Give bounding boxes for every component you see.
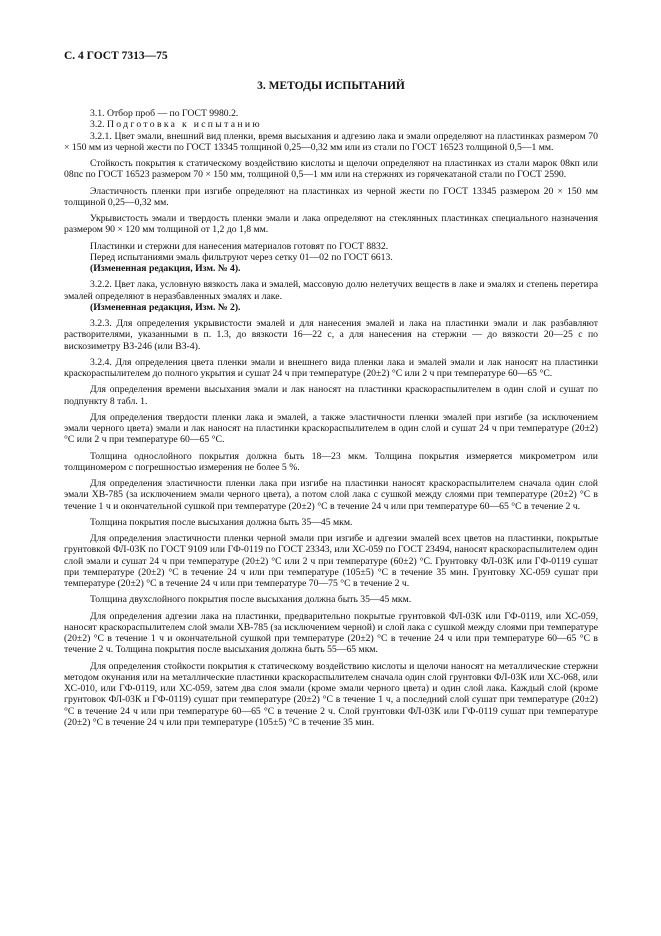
document-body — [64, 108, 598, 728]
paragraph: Для определения эластичности пленки лака при изгибе на пластинки наносят краскораспылителем сначала один слой эмали ХВ-785 (за исключением эмали черного цвета), а потом слой лака с сушкой между слоями при температуре (20±2) °С в течение 1 ч и окончательной сушкой при температуре (20±2) °С в течение 24 ч или при температуре 60—65 °С в течение 2 ч. — [64, 478, 598, 512]
paragraph-3-2-4: 3.2.4. Для определения цвета пленки эмали и внешнего вида пленки лака и эмалей эмали и лак наносят на пластинки краскораспылителем до полного укрытия и сушат 24 ч при температуре (20±2) °С или 2 ч при температуре 60—65 °С. — [64, 356, 598, 379]
paragraph: Укрывистость эмали и твердость пленки эмали и лака определяют на стеклянных пластинках специального назначения размером 90 × 120 мм толщиной от 1,2 до 1,8 мм. — [64, 213, 598, 236]
paragraph: Для определения стойкости покрытия к статическому воздействию кислоты и щелочи наносят на металлические стержни методом окунания или на металлические пластинки краскораспылителем сначала один слой грунтовки ФЛ-03К или ХС-068, или ХС-010, или ГФ-0119, или ХС-059, затем два слоя эмали (кроме эмали черного цвета) и один слой лака. Каждый слой (кроме грунтовок ФЛ-03К и ГФ-0119) сушат при температуре (20±2) °С в течение 1 ч, а последний слой сушат при температуре (20±2) °С в течение 24 ч или при температуре 60—65 °С в течение 2 ч. Слой грунтовки ФЛ-03К или ГФ-0119 сушат при температуре (20±2) °С в течение 24 ч или при температуре (105±5) °С в течение 35 мин. — [64, 660, 598, 728]
paragraph: Стойкость покрытия к статическому воздействию кислоты и щелочи определяют на пластинках из стали марок 08кп или 08пс по ГОСТ 16523 размером 70 × 150 мм, толщиной 0,5—1 мм или на стержнях из горячекатаной стали по ГОСТ 2590. — [64, 158, 598, 181]
page-header: С. 4 ГОСТ 7313—75 — [64, 50, 168, 62]
paragraph: Перед испытаниями эмаль фильтруют через сетку 01—02 по ГОСТ 6613. — [90, 251, 393, 263]
paragraph: Для определения времени высыхания эмали и лак наносят на пластинки краскораспылителем в один слой и сушат по подпункту 8 табл. 1. — [64, 384, 598, 407]
subsection-heading: Подготовка к испытанию — [106, 119, 262, 131]
paragraph: Для определения адгезии лака на пластинки, предварительно покрытые грунтовкой ФЛ-03К или ГФ-0119, или ХС-059, наносят краскораспылителем слой эмали ХВ-785 (за исключением черной) и слой лака с сушкой между слоями при температуре (20±2) °С в течение 1 ч и окончательной сушкой при температуре (20±2) °С в течение 24 ч или при температуре 60—65 °С в течение 2 ч. Толщина покрытия после высыхания должна быть 55—65 мкм. — [64, 610, 598, 656]
amendment-note: (Измененная редакция, Изм. № 2). — [90, 301, 241, 313]
paragraph: Для определения твердости пленки лака и эмалей, а также эластичности пленки эмалей при изгибе (за исключением эмали черного цвета) эмали и лак наносят на пластинки краскораспылителем в один слой и сушат 24 ч при температуре (20±2) °С или 2 ч при температуре 60—65 °С. — [64, 411, 598, 446]
paragraph: Толщина покрытия после высыхания должна быть 35—45 мкм. — [90, 516, 353, 528]
section-title: 3. МЕТОДЫ ИСПЫТАНИЙ — [257, 80, 405, 92]
paragraph-3-2-1: 3.2.1. Цвет эмали, внешний вид пленки, время высыхания и адгезию лака и эмали определяют на пластинках размером 70 × 150 мм из черной жести по ГОСТ 13345 толщиной 0,25—0,32 мм или из стали по ГОСТ 16523 толщиной 0,5—1 мм. — [64, 130, 598, 153]
paragraph-number: 3.2. — [90, 119, 107, 131]
paragraph: Толщина однослойного покрытия должна быть 18—23 мкм. Толщина покрытия измеряется микрометром или толщиномером с погрешностью измерения не более 5 %. — [64, 450, 598, 473]
paragraph: Для определения эластичности пленки черной эмали при изгибе и адгезии эмалей всех цветов на пластинки, покрытые грунтовкой ФЛ-03К по ГОСТ 9109 или ГФ-0119 по ГОСТ 23343, или ХС-059 по ГОСТ 23494, наносят краскораспылителем один слой эмали и сушат 24 ч при температуре (20±2) °С или 2 ч при температуре (60±2) °С. Грунтовку ФЛ-03К или ГФ-0119 сушат при температуре (20±2) °С в течение 24 ч или при температуре (105±5) °С в течение 35 мин. Грунтовку ХС-059 сушат при температуре (20±2) °С в течение 24 ч или при температуре 70—75 °С в течение 2 ч. — [64, 533, 598, 589]
paragraph: Толщина двухслойного покрытия после высыхания должна быть 35—45 мкм. — [90, 594, 412, 606]
paragraph-3-2-3: 3.2.3. Для определения укрывистости эмалей и для нанесения эмалей и лака на пластинки эмали и лак разбавляют растворителями, указанными в п. 1.3, до вязкости 16—22 с, а для нанесения на стержни — до вязкости 20—25 с по вискозиметру ВЗ-246 (или ВЗ-4). — [64, 318, 598, 352]
paragraph-3-2-2: 3.2.2. Цвет лака, условную вязкость лака и эмалей, массовую долю нелетучих веществ в лаке и эмалях и степень перетира эмалей определяют в неразбавленных эмалях и лаке. — [64, 279, 598, 302]
paragraph: Эластичность пленки при изгибе определяют на пластинках из черной жести по ГОСТ 13345 размером 20 × 150 мм толщиной 0,25—0,32 мм. — [64, 185, 598, 208]
paragraph: Пластинки и стержни для нанесения материалов готовят по ГОСТ 8832. — [90, 240, 389, 252]
paragraph-3-2 — [64, 119, 598, 130]
amendment-note: (Измененная редакция, Изм. № 4). — [90, 263, 241, 274]
paragraph-3-1: 3.1. Отбор проб — по ГОСТ 9980.2. — [90, 108, 239, 119]
